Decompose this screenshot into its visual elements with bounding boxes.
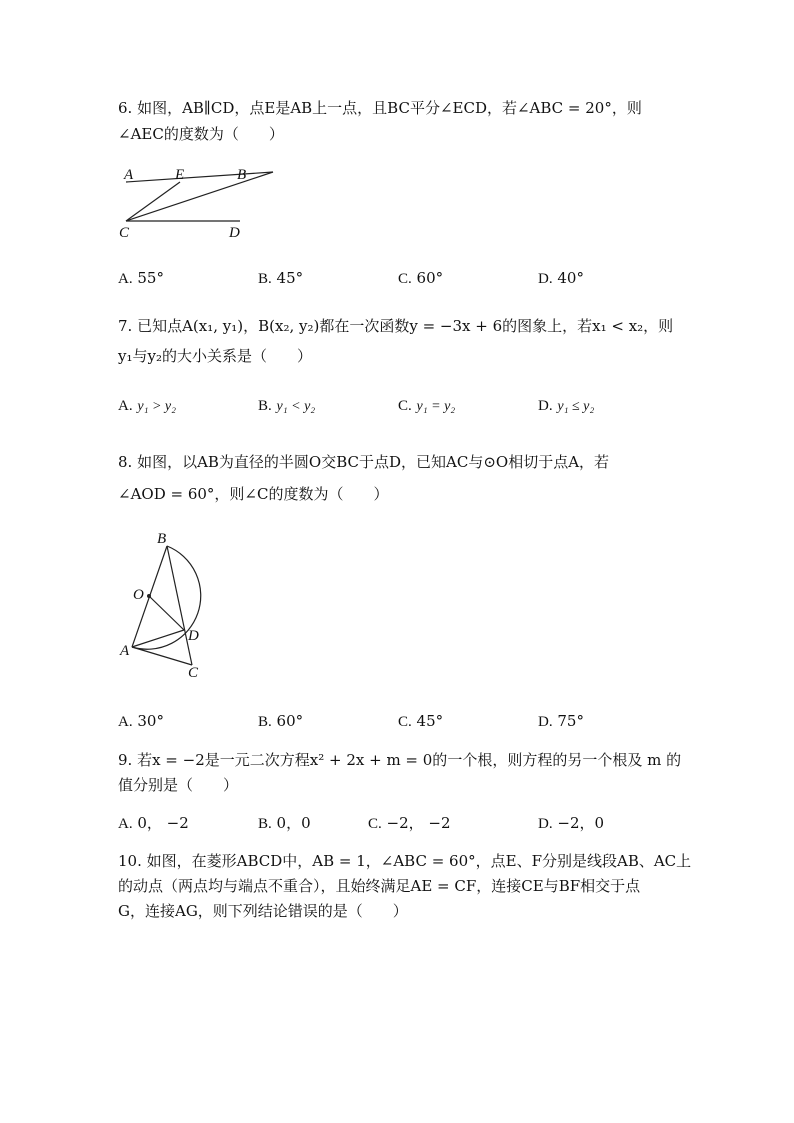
q8-option-a[interactable]: A. 30° (118, 712, 164, 730)
q6-label-b: B (237, 167, 247, 183)
q6-label-a: A (124, 167, 134, 183)
q8-stem-line2: ∠AOD = 60°，则∠C的度数为（ ） (118, 485, 389, 503)
q7-stem-line2: y₁与y₂的大小关系是（ ） (118, 347, 312, 365)
q6-label-d: D (229, 225, 240, 241)
q6-stem-line1: 6. 如图，AB∥CD，点E是AB上一点，且BC平分∠ECD，若∠ABC = 20°，则 (118, 99, 642, 117)
q6-option-b[interactable]: B. 45° (258, 269, 304, 287)
q7-option-b[interactable]: B. y₁ < y₂ (258, 398, 316, 414)
q9-option-d[interactable]: D. −2，0 (538, 814, 605, 832)
q7-option-d[interactable]: D. y₁ ≤ y₂ (538, 398, 595, 414)
q6-option-d[interactable]: D. 40° (538, 269, 584, 287)
q8-segment-ac (132, 647, 192, 665)
q9-option-a[interactable]: A. 0， −2 (118, 814, 189, 832)
q8-label-o: O (133, 587, 144, 603)
q8-label-a: A (120, 643, 130, 659)
q6-label-c: C (119, 225, 130, 241)
q6-segment-ce (126, 182, 180, 221)
q8-option-d[interactable]: D. 75° (538, 712, 584, 730)
q6-options (118, 268, 678, 288)
q7-option-c[interactable]: C. y₁ = y₂ (398, 398, 456, 414)
q6-option-a[interactable]: A. 55° (118, 269, 164, 287)
q10-stem-line1: 10. 如图，在菱形ABCD中，AB = 1，∠ABC = 60°，点E、F分别是线段AB、AC上 (118, 852, 692, 870)
q8-figure (115, 528, 215, 688)
q6-stem-line2: ∠AEC的度数为（ ） (118, 125, 284, 143)
q8-label-c: C (188, 665, 199, 681)
q10-stem-line3: G，连接AG，则下列结论错误的是（ ） (118, 902, 408, 920)
q9-option-b[interactable]: B. 0，0 (258, 814, 311, 832)
q8-stem-line1: 8. 如图，以AB为直径的半圆O交BC于点D，已知AC与⊙O相切于点A，若 (118, 453, 610, 471)
q6-option-c[interactable]: C. 60° (398, 269, 444, 287)
q8-option-c[interactable]: C. 45° (398, 712, 444, 730)
q8-segment-ad (132, 630, 184, 647)
q6-segment-cb (126, 172, 273, 221)
q6-segment-ab (126, 172, 273, 182)
q9-stem-line2: 值分别是（ ） (118, 776, 239, 794)
q6-label-e: E (175, 167, 185, 183)
q8-label-b: B (157, 531, 167, 547)
q9-options (118, 813, 678, 833)
q10-stem-line2: 的动点（两点均与端点不重合），且始终满足AE = CF，连接CE与BF相交于点 (118, 877, 641, 895)
q7-option-a[interactable]: A. y₁ > y₂ (118, 398, 176, 414)
q8-center-point (147, 594, 151, 598)
q6-figure (118, 160, 288, 245)
q8-options (118, 711, 678, 731)
q8-segment-bc (167, 546, 192, 665)
q7-options (118, 395, 678, 415)
q8-label-d: D (188, 628, 199, 644)
q9-option-c[interactable]: C. −2， −2 (368, 814, 451, 832)
q7-stem-line1: 7. 已知点A(x₁, y₁)，B(x₂, y₂)都在一次函数y = −3x + 6的图象上，若x₁ < x₂，则 (118, 317, 674, 335)
q8-option-b[interactable]: B. 60° (258, 712, 304, 730)
q9-stem-line1: 9. 若x = −2是一元二次方程x² + 2x + m = 0的一个根，则方程的另一个根及 m 的 (118, 751, 682, 769)
